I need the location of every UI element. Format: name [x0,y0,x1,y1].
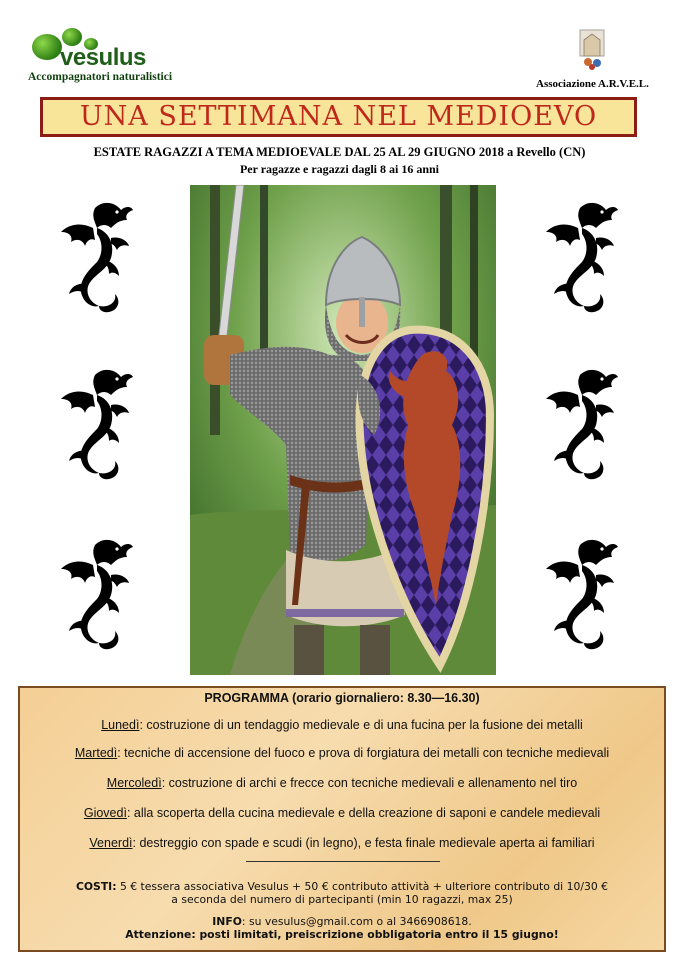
dragon-icon [540,535,626,651]
costs-text-2: a seconda del numero di partecipanti (min 10 ragazzi, max 25) [171,893,513,906]
info-text: : su vesulus@gmail.com o al 3466908618. [241,915,472,928]
title-banner [40,97,637,137]
info-label: INFO [212,915,242,928]
day-description: : costruzione di archi e frecce con tecniche medievali e allenamento nel tiro [161,776,578,790]
program-day-friday [20,836,664,850]
dragon-icon [55,535,141,651]
program-day-tuesday [20,746,664,760]
info-section [20,915,664,941]
vesulus-subtitle: Accompagnatori naturalistici [28,71,173,83]
costs-section [20,880,664,906]
day-label: Mercoledì [106,776,162,790]
program-box [18,686,666,952]
knight-photo [190,185,496,675]
separator-line [246,861,440,862]
program-day-thursday [20,806,664,820]
program-title: PROGRAMMA (orario giornaliero: 8.30—16.30) [204,691,480,705]
day-label: Lunedì [101,718,140,732]
costs-text: 5 € tessera associativa Vesulus + 50 € contributo attività + ulteriore contributo di 10/30 € [116,880,609,893]
vesulus-logo-text: vesulus [60,44,146,71]
day-label: Venerdì [89,836,133,850]
dragon-icon [540,198,626,314]
page-title: UNA SETTIMANA NEL MEDIOEVO [79,101,598,132]
day-description: : destreggio con spade e scudi (in legno), e festa finale medievale aperta ai familiari [132,836,595,850]
dragon-icon [55,365,141,481]
event-subtitle: ESTATE RAGAZZI A TEMA MEDIOEVALE DAL 25 AL 29 GIUGNO 2018 a Revello (CN) [93,145,586,159]
program-day-monday [20,718,664,732]
day-description: : alla scoperta della cucina medievale e della creazione di saponi e candele medievali [126,806,601,820]
attention-text: Attenzione: posti limitati, preiscrizione obbligatoria entro il 15 giugno! [125,928,559,941]
costs-label: COSTI: [75,880,117,893]
dragon-icon [540,365,626,481]
audience-text: Per ragazze e ragazzi dagli 8 ai 16 anni [239,162,440,176]
arvel-logo-icon [572,26,612,72]
program-day-wednesday [20,776,664,790]
day-description: : costruzione di un tendaggio medievale e di una fucina per la fusione dei metalli [139,718,583,732]
day-label: Martedì [74,746,118,760]
day-label: Giovedì [83,806,127,820]
day-description: : tecniche di accensione del fuoco e prova di forgiatura dei metalli con tecniche medievali [117,746,610,760]
association-name: Associazione A.R.V.E.L. [536,78,649,90]
dragon-icon [55,198,141,314]
